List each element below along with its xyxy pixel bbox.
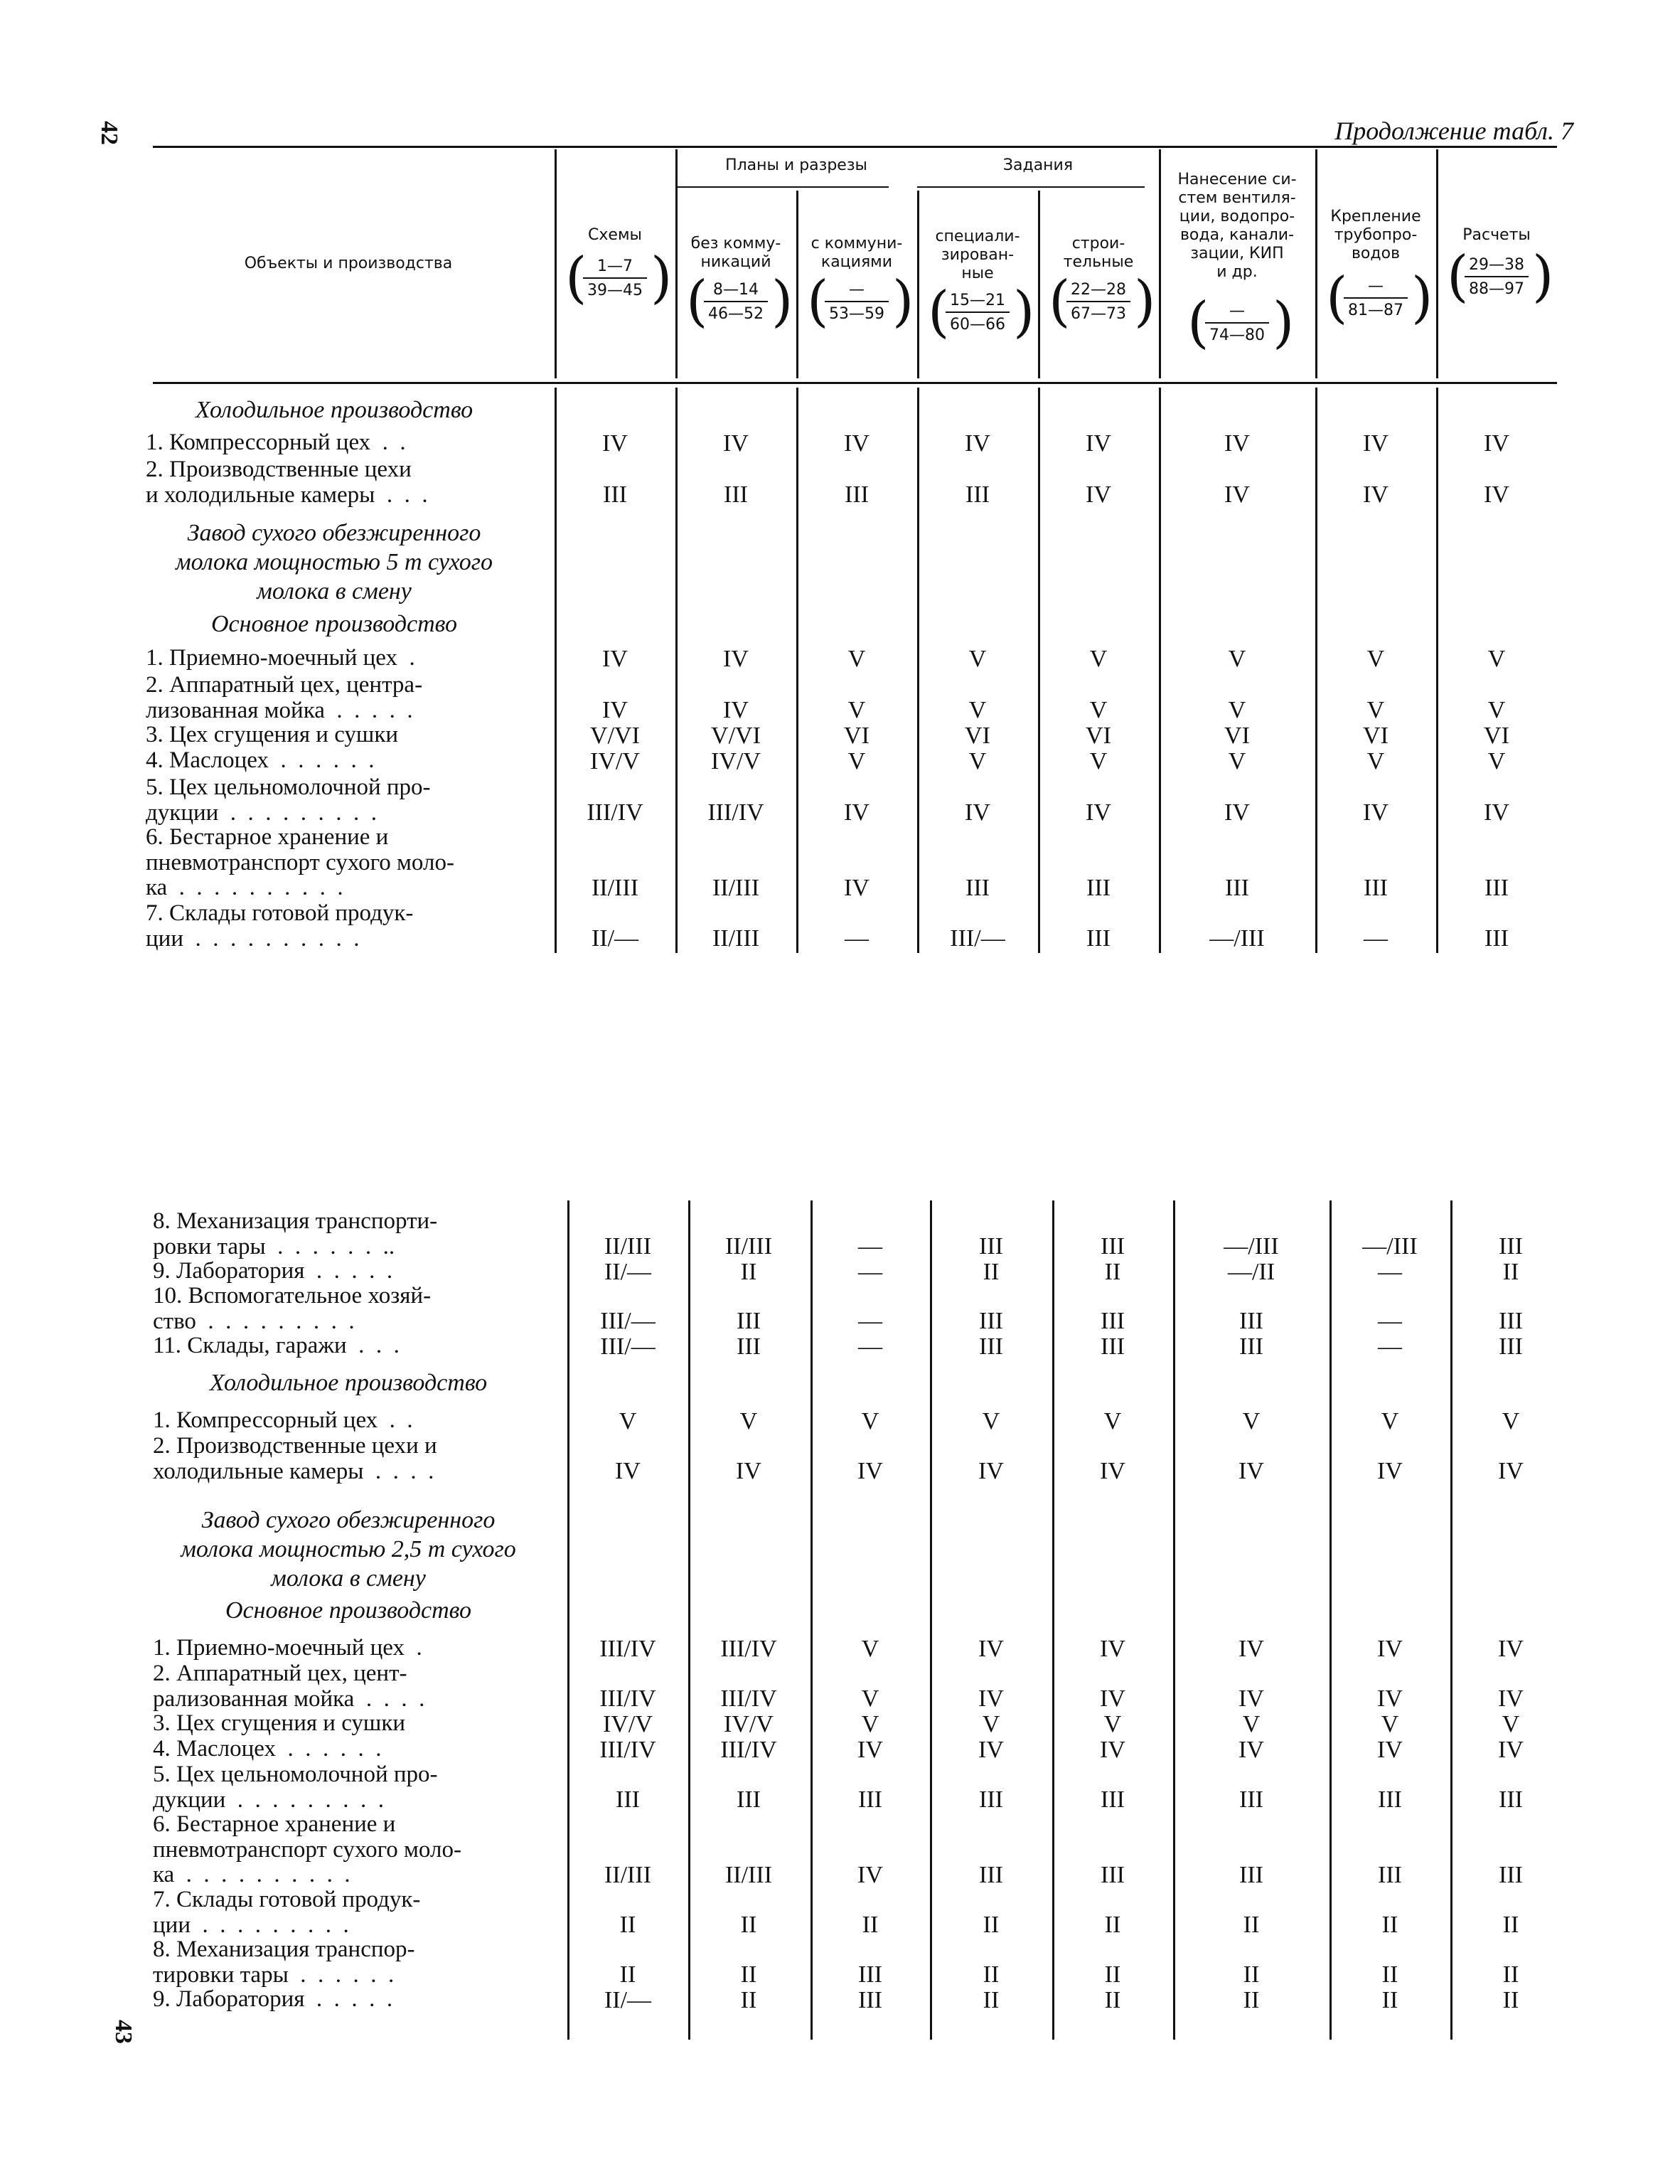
table-cell: IV [978,1636,1004,1662]
table-cell: — [858,1233,882,1259]
table-cell: III [845,481,869,508]
close-paren: ) [771,270,793,334]
table-cell: II [1243,1912,1260,1938]
table-cell: —/III [1224,1233,1279,1259]
table-cell: III/IV [720,1685,777,1712]
table-cell: — [1378,1259,1402,1285]
table-cell: V [1366,646,1385,672]
table-cell: IV [1498,1685,1524,1712]
table-cell: V [1487,697,1506,723]
table-cell: II/III [724,1233,773,1259]
table-cell: IV [1238,1458,1264,1484]
header-objects: Объекты и производства [244,255,453,272]
table-cell: II [1104,1961,1121,1988]
rule [1450,1200,1452,2040]
table-cell: — [1378,1308,1402,1334]
close-paren: ) [1273,291,1295,355]
table-cell: III [979,1333,1003,1360]
table-cell: V [1228,748,1246,774]
table-cell: IV [723,430,749,457]
rule [930,1200,932,2040]
table-cell: IV/V [603,1711,653,1737]
table-cell: IV [844,430,870,457]
table-cell: V [861,1636,879,1662]
table-cell: IV [1363,481,1389,508]
row-label: 7. Склады готовой продук- ции . . . . . . . . . . [146,900,414,952]
row-label: 2. Производственные цехи и холодильные камеры . . . . [153,1433,437,1484]
table-cell: IV [1086,481,1111,508]
open-paren: ( [928,280,950,344]
table-cell: IV [978,1685,1004,1712]
table-cell: IV [965,430,990,457]
row-label: 1. Компрессорный цех . . [146,430,406,455]
open-paren: ( [1447,245,1469,309]
table-cell: III/IV [599,1636,656,1662]
table-cell: II [619,1912,636,1938]
row-label: 4. Маслоцех . . . . . . [146,747,375,773]
table-cell: III/IV [599,1737,656,1763]
table-cell: V [1487,748,1506,774]
row-label: 7. Склады готовой продук- ции . . . . . . . . . [153,1887,421,1938]
table-cell: V [1089,646,1108,672]
table-cell: V [739,1408,758,1434]
section-heading: Основное производство [210,611,457,637]
row-label: 1. Приемно-моечный цех . [146,645,415,671]
fraction-denominator: 39—45 [587,282,643,299]
table-cell: V [968,646,987,672]
table-cell: IV [1377,1458,1403,1484]
fraction-denominator: 53—59 [829,305,884,323]
row-label: 10. Вспомогательное хозяй- ство . . . . . . . . . [153,1283,432,1334]
fraction-numerator: — [825,281,889,302]
table-cell: V [982,1408,1000,1434]
table-cell: IV [1377,1636,1403,1662]
table-cell: III [965,481,990,508]
table-cell: V [968,748,987,774]
fraction-denominator: 74—80 [1209,326,1265,344]
table-cell: IV [978,1458,1004,1484]
table-cell: III [737,1308,761,1334]
table-cell: V [1242,1408,1261,1434]
rule [1052,1200,1054,2040]
table-cell: III [1239,1308,1263,1334]
table-cell: III [979,1233,1003,1259]
table-cell: IV [615,1458,641,1484]
table-cell: IV [844,799,870,826]
table-cell: III [1101,1233,1125,1259]
table-cell: IV [1363,799,1389,826]
column-header-6: Нанесение си- стем вентиля- ции, водопро- вода, канали- зации, КИП и др. [1177,171,1297,281]
table-cell: IV [857,1458,883,1484]
page-number-bottom: 43 [110,2020,137,2044]
table-cell: II [983,1987,1000,2013]
table-cell: III/IV [720,1636,777,1662]
close-paren: ) [651,246,673,310]
table-cell: III [1484,925,1509,952]
table-cell: III [858,1987,882,2013]
table-cell: —/III [1362,1233,1418,1259]
table-cell: IV [1377,1737,1403,1763]
row-label: 6. Бестарное хранение и пневмотранспорт сухого моло- ка . . . . . . . . . . [153,1811,461,1888]
table-cell: III [1239,1786,1263,1813]
table-cell: III [1378,1786,1402,1813]
table-cell: III [1239,1862,1263,1888]
table-cell: V [619,1408,637,1434]
table-cell: IV/V [711,748,761,774]
table-cell: III [1378,1862,1402,1888]
table-cell: II [1104,1259,1121,1285]
section-heading: Основное производство [225,1597,471,1624]
table-cell: V [861,1408,879,1434]
table-cell: II/III [712,925,760,952]
table-cell: IV [1100,1685,1125,1712]
fraction-numerator: 15—21 [946,292,1010,313]
open-paren: ( [565,246,587,310]
column-header-1: Схемы [588,226,642,244]
table-cell: IV/V [590,748,640,774]
table-cell: V [847,748,866,774]
table-cell: III [1101,1786,1125,1813]
table-cell: III [979,1786,1003,1813]
table-cell: V [1487,646,1506,672]
table-cell: IV [602,430,628,457]
table-cell: III/IV [587,799,643,826]
table-cell: V [1089,748,1108,774]
table-cell: V [1103,1711,1122,1737]
table-cell: II [740,1259,757,1285]
fraction-denominator: 81—87 [1348,302,1403,319]
table-cell: V [1103,1408,1122,1434]
row-label: 3. Цех сгущения и сушки [153,1710,406,1736]
table-cell: III [1086,925,1111,952]
table-cell: IV [1238,1685,1264,1712]
table-cell: III [1499,1233,1523,1259]
table-cell: IV [1498,1636,1524,1662]
table-cell: V [847,697,866,723]
table-cell: III [1101,1333,1125,1360]
section-heading: Холодильное производство [209,1370,488,1396]
table-cell: V [982,1711,1000,1737]
fraction-denominator: 67—73 [1071,305,1126,323]
table-cell: V [847,646,866,672]
table-cell: IV [1238,1737,1264,1763]
rule [688,1200,690,2040]
table-cell: II [1104,1912,1121,1938]
table-cell: V/VI [711,723,761,749]
fraction-numerator: 8—14 [704,281,768,302]
table-cell: IV [1086,430,1111,457]
table-cell: II [1502,1961,1519,1988]
table-cell: II/— [604,1259,652,1285]
table-cell: IV [1086,799,1111,826]
column-header-2: без комму- никаций [690,235,781,271]
table-cell: IV [1100,1636,1125,1662]
table-cell: III/IV [720,1737,777,1763]
table-cell: III [1499,1308,1523,1334]
fraction-numerator: 29—38 [1465,256,1529,277]
row-label: 6. Бестарное хранение и пневмотранспорт сухого моло- ка . . . . . . . . . . [146,824,454,901]
table-cell: — [1364,925,1388,952]
fraction-denominator: 88—97 [1469,280,1524,298]
open-paren: ( [1187,291,1209,355]
row-label: 5. Цех цельномолочной про- дукции . . . . . . . . . [146,774,431,826]
row-label: 11. Склады, гаражи . . . [153,1333,400,1358]
table-cell: III [1101,1862,1125,1888]
table-cell: V [1089,697,1108,723]
table-cell: III [724,481,748,508]
close-paren: ) [892,270,914,334]
table-cell: III/IV [707,799,764,826]
table-cell: II [740,1961,757,1988]
table-cell: III [1239,1333,1263,1360]
row-label: 5. Цех цельномолочной про- дукции . . . . . . . . . [153,1762,438,1813]
table-cell: III/— [600,1308,656,1334]
table-cell: — [858,1333,882,1360]
table-cell: — [845,925,869,952]
row-label: 2. Аппаратный цех, центра- лизованная мойка . . . . . [146,672,423,723]
table-cell: II/— [604,1987,652,2013]
table-cell: II [1243,1987,1260,2013]
table-cell: IV [1100,1458,1125,1484]
section-heading: Завод сухого обезжиренного молока мощностью 2,5 т сухого молока в смену [181,1507,516,1592]
table-cell: III [1086,875,1111,901]
table-cell: IV [1363,430,1389,457]
fraction-numerator: — [1205,302,1269,324]
table-cell: — [1378,1333,1402,1360]
open-paren: ( [1049,270,1071,334]
continuation-title: Продолжение табл. 7 [1334,117,1573,145]
table-cell: II/III [724,1862,773,1888]
column-header-7: Крепление трубопро- водов [1330,208,1421,262]
table-cell: III [1484,875,1509,901]
table-cell: V [861,1685,879,1712]
table-cell: IV [978,1737,1004,1763]
table-cell: II/III [591,875,639,901]
table-cell: III [603,481,627,508]
table-cell: IV/V [724,1711,774,1737]
table-cell: — [858,1259,882,1285]
table-cell: IV [602,697,628,723]
row-label: 3. Цех сгущения и сушки [146,722,399,747]
table-cell: III [979,1308,1003,1334]
table-cell: V [1228,646,1246,672]
table-cell: II/— [591,925,639,952]
fraction-numerator: — [1344,277,1408,299]
table-cell: III [1499,1333,1523,1360]
column-header-8: Расчеты [1462,226,1531,244]
table-cell: II [1502,1912,1519,1938]
table-cell: IV [1224,799,1250,826]
table-cell: IV [602,646,628,672]
fraction-numerator: 22—28 [1066,281,1130,302]
table-cell: III [1499,1786,1523,1813]
table-cell: II [619,1961,636,1988]
table-cell: IV [1484,430,1509,457]
table-cell: —/II [1227,1259,1275,1285]
rule [1329,1200,1332,2040]
rule [1173,1200,1175,2040]
table-cell: II/III [604,1233,652,1259]
table-cell: VI [844,723,870,749]
table-cell: IV [1498,1737,1524,1763]
table-cell: III [1225,875,1249,901]
table-cell: III/— [950,925,1005,952]
table-cell: IV [1498,1458,1524,1484]
table-cell: VI [1086,723,1111,749]
table-cell: V [1366,697,1385,723]
table-cell: IV [857,1737,883,1763]
table-cell: V [1366,748,1385,774]
table-cell: III [858,1961,882,1988]
table-cell: VI [965,723,990,749]
table-cell: IV [1224,430,1250,457]
table-cell: II [1104,1987,1121,2013]
table-cell: II [1381,1912,1398,1938]
close-paren: ) [1013,280,1035,344]
header-group-tasks: Задания [1002,156,1074,174]
table-cell: IV [736,1458,761,1484]
table-cell: IV [723,697,749,723]
table-cell: IV [1238,1636,1264,1662]
open-paren: ( [807,270,829,334]
table-cell: II/III [604,1862,652,1888]
fraction-numerator: 1—7 [583,257,647,279]
section-heading: Холодильное производство [195,397,473,423]
row-label: 9. Лаборатория . . . . . [153,1986,393,2012]
table-cell: II [1502,1987,1519,2013]
table-cell: IV [857,1862,883,1888]
table-cell: V [1381,1711,1399,1737]
page-number-top: 42 [96,121,122,145]
table-cell: V [1502,1711,1520,1737]
row-label: 4. Маслоцех . . . . . . [153,1736,382,1762]
table-cell: VI [1363,723,1389,749]
row-label: 1. Компрессорный цех . . [153,1407,413,1433]
table-cell: III [1364,875,1388,901]
row-label: 8. Механизация транспор- тировки тары . . . . . . [153,1937,415,1988]
table-cell: V [968,697,987,723]
table-cell: IV [1224,481,1250,508]
table-cell: V [1502,1408,1520,1434]
column-header-4: специали- зирован- ные [935,228,1020,282]
table-cell: III [616,1786,640,1813]
table-cell: II [862,1912,879,1938]
table-cell: III [737,1333,761,1360]
row-label: 8. Механизация транспорти- ровки тары . . . . . . .. [153,1208,438,1259]
row-label: 9. Лаборатория . . . . . [153,1258,393,1284]
table-cell: IV [1377,1685,1403,1712]
table-cell: III [737,1786,761,1813]
table-cell: —/III [1209,925,1265,952]
table-cell: IV [1100,1737,1125,1763]
table-cell: V/VI [590,723,640,749]
table-cell: IV [1484,481,1509,508]
table-cell: II [983,1961,1000,1988]
table-cell: III [858,1786,882,1813]
table-cell: IV [965,799,990,826]
close-paren: ) [1532,245,1554,309]
table-cell: IV [1484,799,1509,826]
close-paren: ) [1411,266,1433,330]
table-cell: VI [1224,723,1250,749]
table-cell: II [740,1987,757,2013]
table-cell: IV [723,646,749,672]
table-cell: II [1243,1961,1260,1988]
table-cell: III [965,875,990,901]
table-cell: V [1381,1408,1399,1434]
table-cell: III/— [600,1333,656,1360]
table-cell: III/IV [599,1685,656,1712]
close-paren: ) [1134,270,1156,334]
table-cell: — [858,1308,882,1334]
table-cell: II/III [712,875,760,901]
table-cell: II [983,1259,1000,1285]
table-cell: II [1502,1259,1519,1285]
column-header-5: строи- тельные [1063,235,1134,271]
open-paren: ( [1326,266,1348,330]
table-cell: V [1242,1711,1261,1737]
row-label: 1. Приемно-моечный цех . [153,1635,422,1661]
open-paren: ( [686,270,708,334]
section-heading: Завод сухого обезжиренного молока мощностью 5 т сухого молока в смену [175,520,493,604]
rule [810,1200,813,2040]
table-cell: V [1228,697,1246,723]
table-cell: II [1381,1961,1398,1988]
table-cell: III [1499,1862,1523,1888]
fraction-denominator: 60—66 [950,316,1005,334]
table-cell: III [979,1862,1003,1888]
fraction-denominator: 46—52 [708,305,764,323]
rule [567,1200,569,2040]
table-cell: II [740,1912,757,1938]
table-cell: II [983,1912,1000,1938]
header-group-plans: Планы и разрезы [725,156,867,174]
table-cell: II [1381,1987,1398,2013]
row-label: 2. Производственные цехи и холодильные камеры . . . [146,457,428,508]
table-cell: V [861,1711,879,1737]
table-cell: III [1101,1308,1125,1334]
column-header-3: с коммуни- кациями [810,235,903,271]
table-cell: IV [844,875,870,901]
table-cell: VI [1484,723,1509,749]
row-label: 2. Аппаратный цех, цент- рализованная мойка . . . . [153,1661,425,1712]
